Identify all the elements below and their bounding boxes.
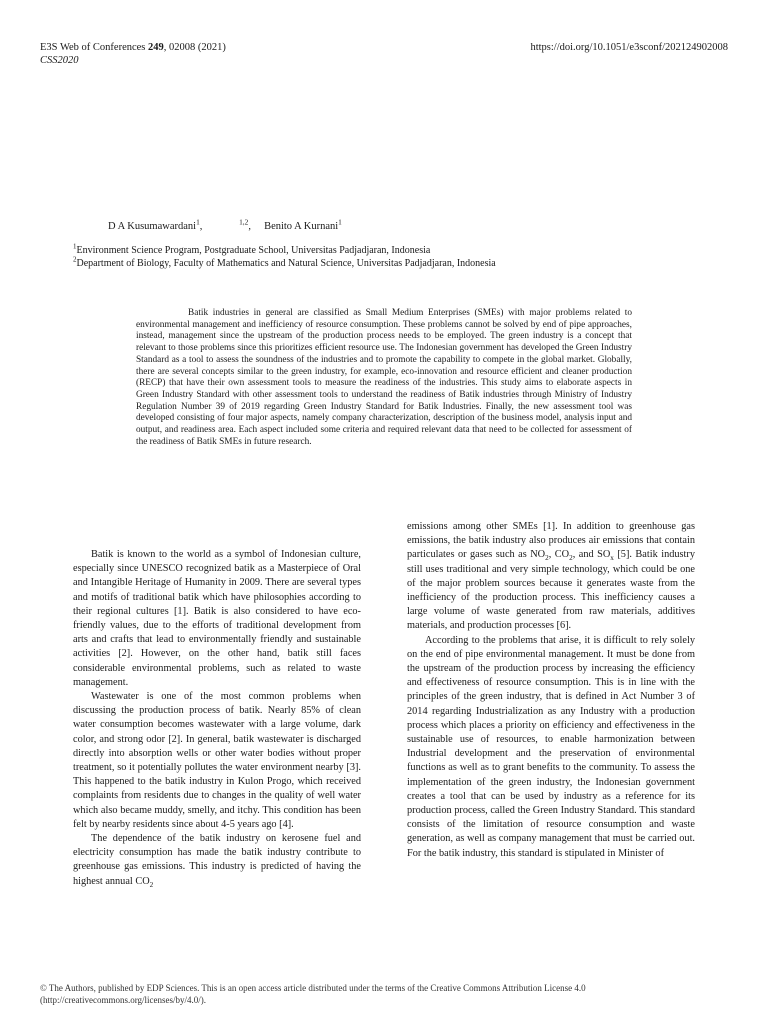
affiliation-1: $^1$Environment Science Program, Postgraduate School, Universitas Padjadjaran, Indonesia: [73, 242, 431, 256]
author-1: D A Kusumawardani: [108, 221, 197, 232]
author-2-superscript: 1,2: [239, 217, 249, 227]
affiliations: [73, 244, 496, 270]
paragraph: The dependence of the batik industry on kerosene fuel and electricity consumption has made the batik industry contribute to greenhouse gas emissions. This industry is predicted of having the highest annual $CO_2$: [73, 833, 361, 889]
paragraph: emissions among other SMEs [1]. In addition to greenhouse gas emissions, the batik industry also produces air emissions that contain particulates or gases such as $NO_2$, $CO_2$, and $SO_x$ [5]. Batik industry still uses traditional and very simple technology, which could be one of the major problem sources because it generates waste from the inefficiency of the production process. This inefficiency causes a large volume of waste generated from raw materials, additives materials, and production processes [6].: [407, 521, 695, 632]
author-3: Benito A Kurnani: [264, 221, 339, 232]
paragraph: According to the problems that arise, it is difficult to rely solely on the end of pipe environmental management. It must be done from the upstream of the production process by increasing the efficiency and effectiveness of resource consumption. This is in line with the principles of the green industry, that is defined in Act Number 3 of 2014 regarding Industrialization as any Industry with a production process which places a priority on efficiency and effectiveness in the sustainable use of resources, to enable harmonization between Industrial development and the preservation of environmental functions as well as to grant benefits to the community. To assess the implementation of the green industry, the Indonesian government creates a tool that can be used by industry as a reference for its production process, called the Green Industry Standard. This standard consists of the limitation of resource consumption and waste generation, as well as company management that must be carried out. For the batik industry, this standard is stipulated in Minister of: [407, 634, 695, 859]
body-column-left: [73, 548, 361, 889]
doi-link[interactable]: https://doi.org/10.1051/e3sconf/202124902008: [530, 42, 728, 53]
license-footer: © The Authors, published by EDP Sciences. This is an open access article distributed under the terms of the Creative Commons Attribution License 4.0 (http://creativecommons.org/licenses/by/4.0/).: [40, 983, 586, 1005]
conference-name: CSS2020: [40, 55, 79, 66]
abstract: [136, 308, 632, 448]
paragraph: Batik is known to the world as a symbol of Indonesian culture, especially since UNESCO recognized batik as a Masterpiece of Oral and Intangible Heritage of Humanity in 2009. There are several types and motifs of traditional batik which have philosophies according to their regional cultures [1]. Batik is also considered to have eco-friendly values, due to the efforts of traditional development from arts and crafts that lead to environmentally friendly and sustainable activities [2]. However, on the other hand, batik still faces considerable environmental problems, such as related to waste management.: [73, 549, 361, 688]
journal-citation: E3S Web of Conferences 249, 02008 (2021): [40, 42, 226, 53]
paragraph: Wastewater is one of the most common problems when discussing the production process of batik. Nearly 85% of clean water consumption becomes wastewater with a large volume, dark color, and strong odor [2]. In general, batik wastewater is discharged directly into absorption wells or other water bodies without proper treatment, so it potentially pollutes the water environment nearby [3]. This happened to the batik industry in Kulon Progo, which received complaints from residents due to changes in the quality of well water which also became muddy, smelly, and itchy. This condition has been felt by nearby residents since about 4-5 years ago [4].: [73, 691, 361, 830]
affiliation-2: $^2$Department of Biology, Faculty of Mathematics and Natural Science, Universitas Padjadjaran, Indonesia: [73, 255, 496, 269]
body-column-right: [407, 520, 695, 861]
running-header-left: [40, 41, 226, 67]
author-list: D A Kusumawardani$^1$, $^{1,2}$, Benito A Kurnani$^1$: [108, 217, 342, 232]
abstract-text: Batik industries in general are classified as Small Medium Enterprises (SMEs) with major problems related to environmental management and inefficiency of resource consumption. These problems cannot be solved by end of pipe approaches, instead, management since the upstream of the production process needs to be employed. The green industry is a concept that relevant to those problems since this prioritizes efficient resource use. The Indonesian government has developed the Green Industry Standard as a tool to assess the soundness of the industries and to promote the capability to compete in the global market. Globally, there are several concepts similar to the green industry, for example, eco-innovation and resource efficient and cleaner production (RECP) that have their own assessment tools to measure the readiness of the industries. This study aims to elaborate aspects in Green Industry Standard with other assessment tools to understand the readiness of Batik industries through Ministry of Industry Regulation Number 39 of 2019 regarding Green Industry Standard for Batik Industries. Finally, the new assessment tool was developed consisting of four major aspects, namely company characterization, description of the business model, analysis input and output, and readiness area. Each aspect included some criteria and required relevant data that need to be collected for assessment of the readiness of Batik SMEs in future research.: [136, 308, 632, 447]
volume-number: 249: [148, 42, 164, 53]
